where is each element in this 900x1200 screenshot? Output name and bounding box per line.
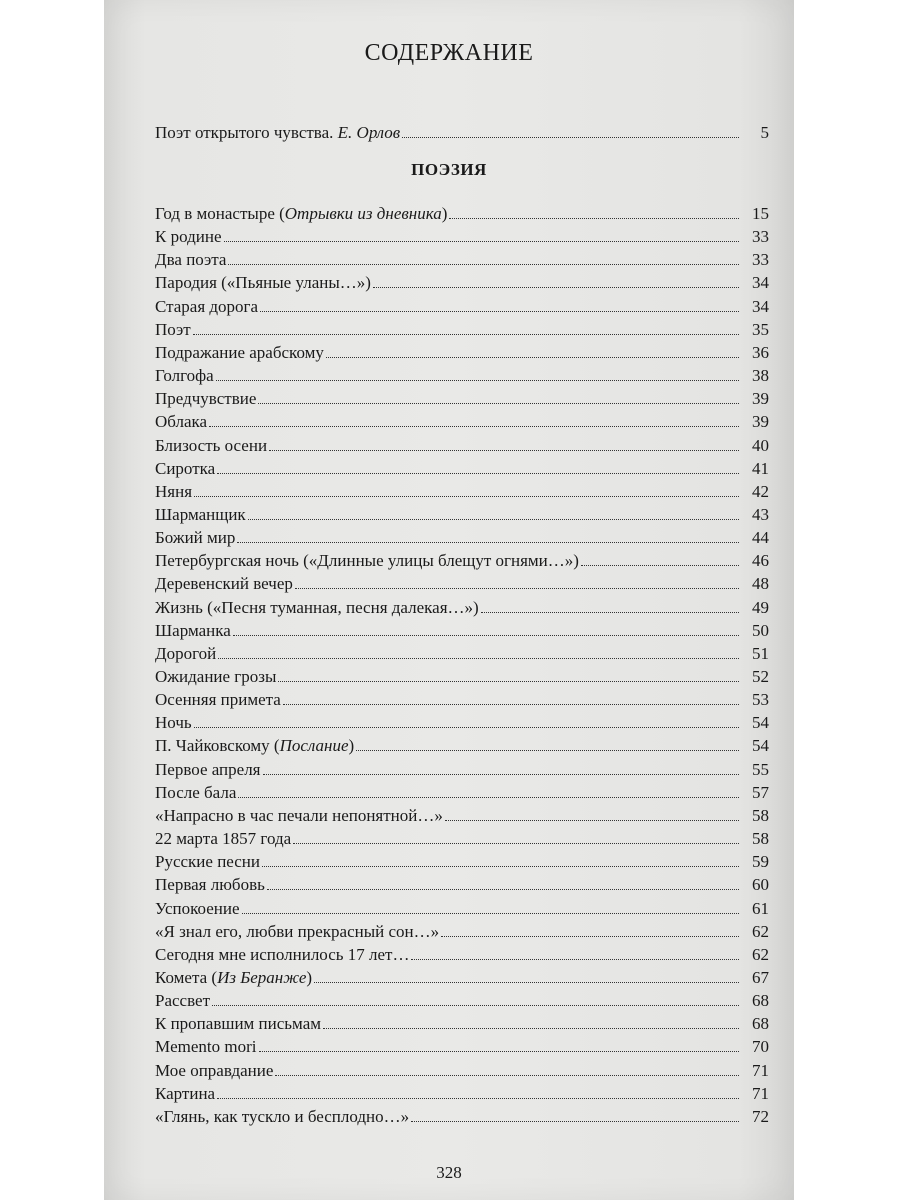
leader-dots [293,843,739,844]
toc-entry-page: 41 [752,458,769,478]
leader-dots [238,797,739,798]
toc-entry [155,990,769,1012]
toc-entry-page: 54 [752,713,769,733]
toc-entry-page: 46 [752,551,769,571]
toc-entry-page: 42 [752,481,769,501]
toc-entry-page: 52 [752,667,769,686]
toc-entry-intro [155,122,769,144]
book-page [104,0,794,1200]
toc-entry-page: 70 [752,1037,769,1057]
toc-entry [155,1036,769,1058]
leader-dots [402,137,739,138]
toc-entry-title: Близость осени [155,435,268,455]
toc-entry-page: 43 [752,504,769,524]
toc-entry-page: 59 [752,852,769,872]
toc-entry [155,967,769,989]
leader-dots [295,588,739,589]
leader-dots [224,241,740,242]
leader-dots [258,403,739,404]
leader-dots [267,889,739,890]
toc-entry-page: 34 [752,296,769,316]
toc-entry-page: 68 [752,991,769,1011]
toc-entry [155,550,769,572]
toc-entry [155,898,769,920]
leader-dots [411,1121,739,1122]
leader-dots [314,982,739,983]
toc-entry-page: 71 [752,1083,769,1103]
toc-entry-page: 54 [752,736,769,756]
toc-entry [155,828,769,850]
toc-entry [155,435,769,457]
toc-entry-title: Голгофа [155,366,214,385]
toc-entry [155,249,769,271]
leader-dots [217,473,739,474]
toc-entry-title: Ночь [155,713,192,733]
toc-entry [155,527,769,549]
leader-dots [326,357,739,358]
leader-dots [259,1051,739,1052]
toc-entry-title: Дорогой [155,643,217,663]
toc-entry [155,319,769,341]
toc-entry [155,458,769,480]
leader-dots [209,426,739,427]
toc-entry-title: К родине [155,227,222,247]
toc-entry [155,1013,769,1035]
toc-entry [155,921,769,943]
toc-entry-title: Подражание арабскому [155,342,324,362]
italic-fragment: Отрывки из дневника [284,204,442,223]
toc-entry-title: Облака [155,412,208,432]
toc-entry-page: 62 [752,921,769,941]
leader-dots [278,681,739,682]
toc-entry-page: 72 [752,1106,769,1126]
leader-dots [228,264,739,265]
italic-fragment: Е. Орлов [337,123,401,142]
toc-entry-page: 15 [752,204,769,223]
toc-entry [155,712,769,734]
toc-entry-title: После бала [155,782,237,802]
leader-dots [356,750,739,751]
toc-entry-page: 48 [752,574,769,594]
toc-entry [155,643,769,665]
toc-entry-title: Деревенский вечер [155,574,293,594]
toc-entry-title: Картина [155,1083,216,1103]
toc-entry-title: «Напрасно в час печали непонятной…» [155,805,443,825]
toc-entry-title: Жизнь («Песня туманная, песня далекая…») [155,597,479,617]
toc-entry-page: 57 [752,782,769,802]
page-number: 328 [436,1163,462,1182]
toc-entry-page: 38 [752,366,769,385]
toc-heading: СОДЕРЖАНИЕ [364,40,534,66]
toc-entry-title: Год в монастыре (Отрывки из дневника) [155,204,448,223]
toc-entry-title: Мое оправдание [155,1060,274,1080]
toc-entry-page: 53 [752,690,769,710]
leader-dots [441,936,739,937]
toc-entry [155,272,769,294]
toc-entry-title: Первая любовь [155,875,265,895]
toc-entry-title: Сегодня мне исполнилось 17 лет… [155,944,410,964]
toc-entry-title: Успокоение [155,898,240,918]
leader-dots [449,218,739,219]
toc-entry-title: Шарманка [155,620,231,640]
toc-entry-page: 33 [752,227,769,247]
leader-dots [275,1075,739,1076]
toc-entry-page: 71 [752,1060,769,1080]
toc-entry-page: 33 [752,250,769,270]
toc-entry-title: Шарманщик [155,504,246,524]
toc-entry-title: Ожидание грозы [155,667,277,686]
leader-dots [233,635,739,636]
toc-entry-page: 49 [752,597,769,617]
toc-entry [155,365,769,387]
toc-entry-page: 58 [752,829,769,848]
toc-entry-title: Предчувствие [155,389,257,409]
toc-entry-page: 5 [760,123,769,142]
toc-entry-title: Сиротка [155,458,216,478]
toc-entry-title: «Я знал его, любви прекрасный сон…» [155,921,440,941]
toc-entry-page: 40 [752,435,769,455]
leader-dots [262,866,739,867]
leader-dots [248,519,739,520]
toc-entry-title: Поэт [155,319,191,339]
leader-dots [218,658,739,659]
toc-entry-title: Пародия («Пьяные уланы…») [155,273,371,293]
toc-entry [155,226,769,248]
toc-entry [155,342,769,364]
toc-entry-title: Комета (Из Беранже) [155,967,313,987]
toc-entry-title: Старая дорога [155,296,259,316]
toc-entry-page: 68 [752,1014,769,1034]
toc-entry [155,805,769,827]
leader-dots [242,913,739,914]
toc-entry-title: Memento mori [155,1037,257,1057]
toc-entry-title: Рассвет [155,991,210,1011]
toc-entry [155,203,769,225]
leader-dots [283,704,739,705]
leader-dots [263,774,739,775]
toc-entry [155,1060,769,1082]
leader-dots [445,820,739,821]
toc-entry-title: П. Чайковскому (Послание) [155,736,355,756]
toc-entry [155,597,769,619]
toc-entry [155,689,769,711]
toc-entry-page: 39 [752,412,769,432]
toc-entry [155,851,769,873]
leader-dots [373,287,739,288]
toc-entry-page: 67 [752,967,769,987]
leader-dots [194,727,739,728]
toc-entry-page: 60 [752,875,769,895]
toc-entry [155,944,769,966]
toc-entry-title: Поэт открытого чувства. Е. Орлов [155,123,401,142]
toc-entry-page: 36 [752,342,769,362]
toc-entry-title: Осенняя примета [155,690,281,710]
leader-dots [237,542,739,543]
toc-entry [155,666,769,688]
toc-entry-title: 22 марта 1857 года [155,829,292,848]
toc-entry [155,874,769,896]
toc-entry-title: «Глянь, как тускло и бесплодно…» [155,1106,410,1126]
toc-entry-page: 35 [752,319,769,339]
leader-dots [260,311,739,312]
italic-fragment: Из Беранже [217,967,307,987]
toc-entry-page: 34 [752,273,769,293]
toc-entry [155,411,769,433]
leader-dots [216,380,739,381]
toc-entry [155,782,769,804]
toc-entry-title: Два поэта [155,250,227,270]
toc-entry-page: 55 [752,759,769,779]
toc-entry-page: 61 [752,898,769,918]
leader-dots [323,1028,739,1029]
toc-entry [155,1106,769,1128]
leader-dots [411,959,739,960]
toc-entry-page: 50 [752,620,769,640]
toc-entry-title: Первое апреля [155,759,261,779]
toc-entry [155,504,769,526]
toc-entry [155,481,769,503]
italic-fragment: Послание [279,736,349,756]
leader-dots [581,565,739,566]
leader-dots [193,334,739,335]
toc-entry [155,620,769,642]
toc-entry-title: К пропавшим письмам [155,1014,321,1034]
toc-entry-page: 58 [752,805,769,825]
section-heading-poetry: ПОЭЗИЯ [411,160,487,179]
toc-entry-title: Петербургская ночь («Длинные улицы блещут огнями…») [155,551,579,571]
leader-dots [217,1098,739,1099]
leader-dots [212,1005,739,1006]
toc-entry-title: Няня [155,481,193,501]
toc-entry [155,759,769,781]
leader-dots [481,612,739,613]
toc-entry-title: Божий мир [155,528,236,548]
toc-entry-page: 39 [752,389,769,409]
toc-entry [155,388,769,410]
toc-entry [155,573,769,595]
toc-entry-page: 62 [752,944,769,964]
toc-entry-page: 44 [752,528,769,548]
toc-entry [155,735,769,757]
toc-entry-page: 51 [752,643,769,663]
toc-entry [155,296,769,318]
toc-entry-title: Русские песни [155,852,261,872]
leader-dots [269,450,739,451]
toc-entry [155,1083,769,1105]
leader-dots [194,496,739,497]
